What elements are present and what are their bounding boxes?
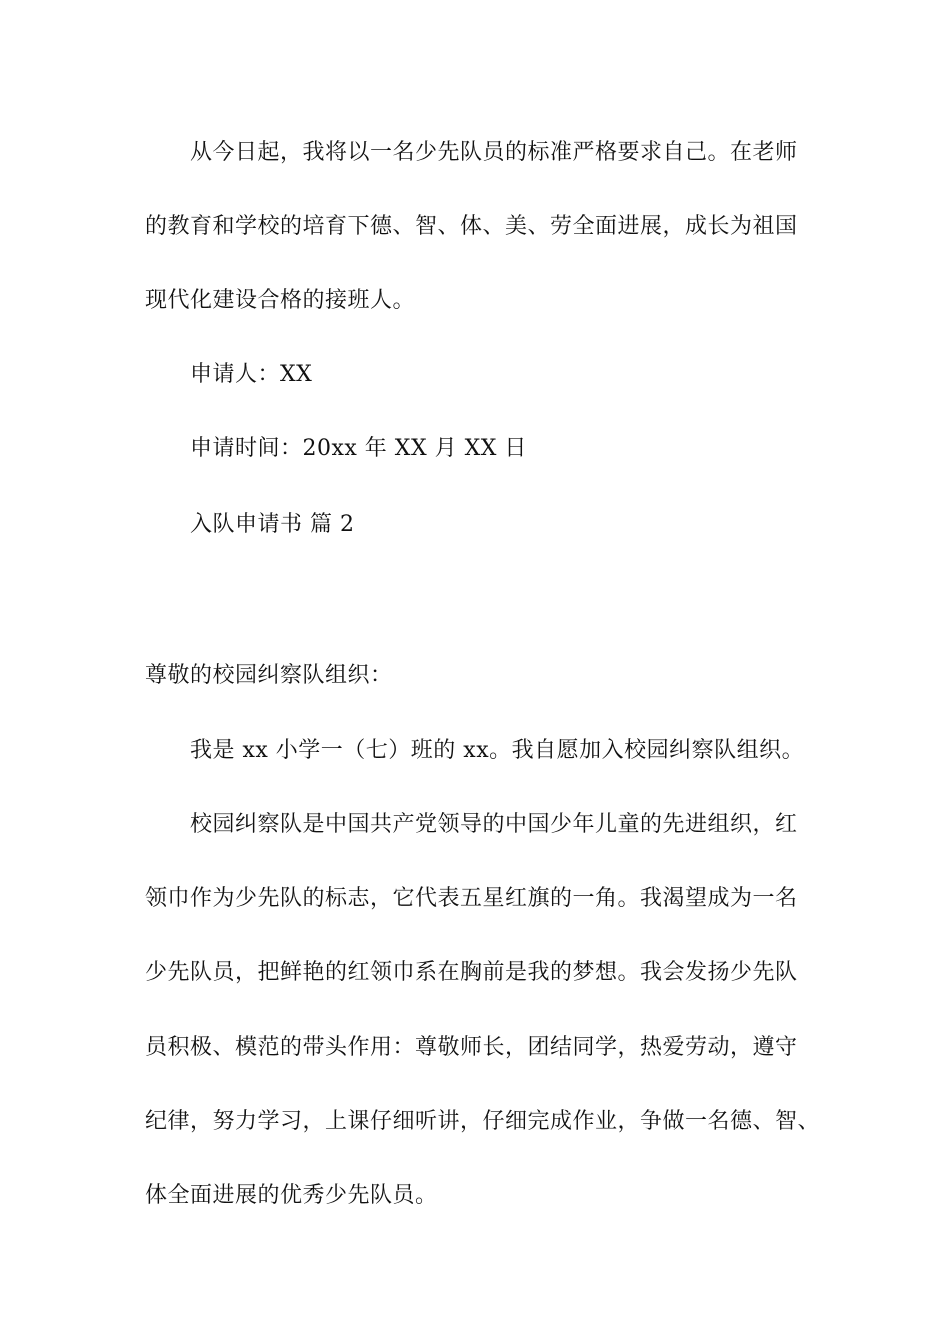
applicant-line: 申请人：XX	[190, 362, 313, 387]
paragraph-line: 的教育和学校的培育下德、智、体、美、劳全面进展，成长为祖国	[145, 214, 798, 239]
paragraph-line: 体全面进展的优秀少先队员。	[145, 1183, 438, 1208]
paragraph-line: 少先队员，把鲜艳的红领巾系在胸前是我的梦想。我会发扬少先队	[145, 960, 798, 985]
paragraph-line: 纪律，努力学习，上课仔细听讲，仔细完成作业，争做一名德、智、	[145, 1109, 821, 1134]
application-date-line: 申请时间：20xx 年 XX 月 XX 日	[190, 436, 527, 461]
paragraph-line: 校园纠察队是中国共产党领导的中国少年儿童的先进组织，红	[190, 812, 798, 837]
salutation: 尊敬的校园纠察队组织：	[145, 663, 393, 688]
paragraph-line: 从今日起，我将以一名少先队员的标准严格要求自己。在老师	[190, 140, 798, 165]
intro-paragraph: 我是 xx 小学一（七）班的 xx。我自愿加入校园纠察队组织。	[190, 738, 805, 763]
section-heading: 入队申请书 篇 2	[190, 512, 355, 537]
paragraph-line: 员积极、模范的带头作用：尊敬师长，团结同学，热爱劳动，遵守	[145, 1035, 798, 1060]
paragraph-line: 现代化建设合格的接班人。	[145, 288, 416, 313]
paragraph-line: 领巾作为少先队的标志，它代表五星红旗的一角。我渴望成为一名	[145, 886, 798, 911]
